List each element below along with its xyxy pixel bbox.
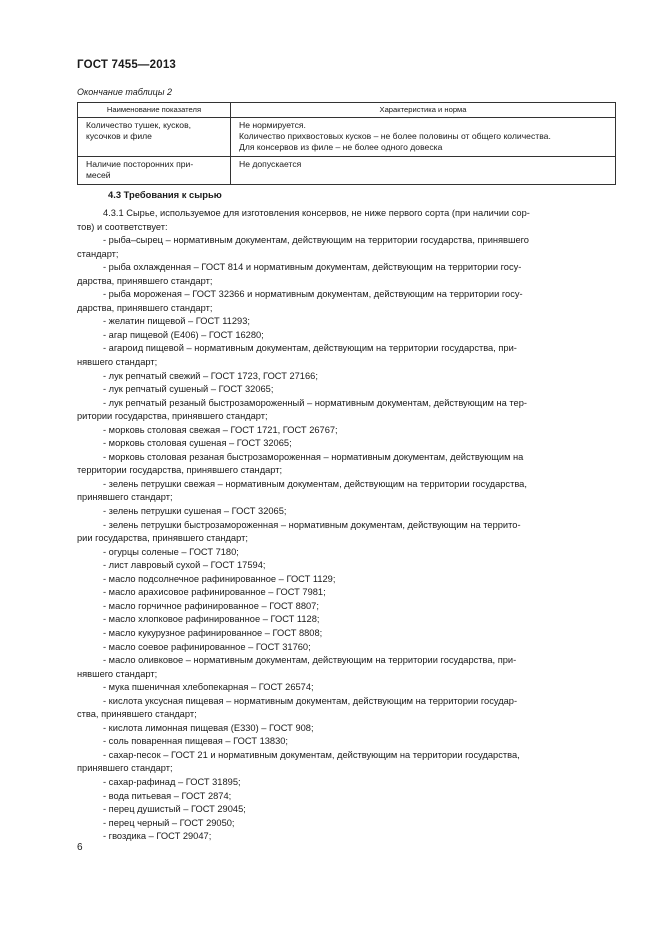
text-line: - морковь столовая резаная быстрозамороженная – нормативным документам, действующим на xyxy=(103,451,524,462)
text-line: - лук репчатый сушеный – ГОСТ 32065; xyxy=(103,384,274,395)
text-line: принявшего стандарт; xyxy=(77,492,173,503)
text-line: нявшего стандарт; xyxy=(77,357,158,368)
section-heading: 4.3 Требования к сырью xyxy=(108,189,222,200)
text-line: - перец душистый – ГОСТ 29045; xyxy=(103,804,246,815)
text-line: - лук репчатый свежий – ГОСТ 1723, ГОСТ 27166; xyxy=(103,370,318,381)
column-header-norm: Характеристика и норма xyxy=(231,103,616,118)
page-number: 6 xyxy=(77,842,83,853)
text-line: - огурцы соленые – ГОСТ 7180; xyxy=(103,546,239,557)
text-line: дарства, принявшего стандарт; xyxy=(77,275,213,286)
text-line: ства, принявшего стандарт; xyxy=(77,709,197,720)
cell-line: кусочков и филе xyxy=(86,131,152,141)
text-line: - масло оливковое – нормативным документам, действующим на территории государства, при- xyxy=(103,655,517,666)
text-line: нявшего стандарт; xyxy=(77,668,158,679)
text-line: - морковь столовая свежая – ГОСТ 1721, ГОСТ 26767; xyxy=(103,424,338,435)
text-line: - рыба мороженая – ГОСТ 32366 и нормативным документам, действующим на территории госу- xyxy=(103,289,523,300)
text-line: - морковь столовая сушеная – ГОСТ 32065; xyxy=(103,438,292,449)
indicator-cell xyxy=(78,118,231,157)
cell-line: Для консервов из филе – не более одного довеска xyxy=(239,142,443,152)
text-line: - лук репчатый резаный быстрозамороженный – нормативным документам, действующим на тер- xyxy=(103,397,527,408)
text-line: стандарт; xyxy=(77,248,119,259)
text-line: - масло соевое рафинированное – ГОСТ 31760; xyxy=(103,641,311,652)
text-line: - масло хлопковое рафинированное – ГОСТ 1128; xyxy=(103,614,320,625)
cell-line: Количество тушек, кусков, xyxy=(86,120,192,130)
text-line: - зелень петрушки сушеная – ГОСТ 32065; xyxy=(103,506,287,517)
norm-cell xyxy=(231,157,616,185)
text-line: 4.3.1 Сырье, используемое для изготовления консервов, не ниже первого сорта (при наличии сор- xyxy=(103,208,530,218)
indicator-cell xyxy=(78,157,231,185)
text-line: - гвоздика – ГОСТ 29047; xyxy=(103,831,212,842)
table-row xyxy=(78,118,616,157)
text-line: - кислота уксусная пищевая – нормативным документам, действующим на территории государ- xyxy=(103,695,518,706)
norm-cell xyxy=(231,118,616,157)
text-line: территории государства, принявшего стандарт; xyxy=(77,465,283,476)
document-header: ГОСТ 7455—2013 xyxy=(77,59,177,71)
cell-line: Количество прихвостовых кусков – не более половины от общего количества. xyxy=(239,131,551,141)
text-line: - вода питьевая – ГОСТ 2874; xyxy=(103,790,232,801)
text-line: - лист лавровый сухой – ГОСТ 17594; xyxy=(103,560,266,571)
cell-line: месей xyxy=(86,170,111,180)
text-line: - кислота лимонная пищевая (Е330) – ГОСТ 908; xyxy=(103,722,314,733)
text-line: - масло кукурузное рафинированное – ГОСТ 8808; xyxy=(103,627,323,638)
requirements-table xyxy=(77,102,616,185)
text-line: - рыба охлажденная – ГОСТ 814 и нормативным документам, действующим на территории госу- xyxy=(103,262,522,273)
text-line: - желатин пищевой – ГОСТ 11293; xyxy=(103,316,250,327)
column-header-indicator: Наименование показателя xyxy=(78,103,231,118)
text-line: - мука пшеничная хлебопекарная – ГОСТ 26574; xyxy=(103,682,314,693)
text-line: - перец черный – ГОСТ 29050; xyxy=(103,817,235,828)
text-line: - агароид пищевой – нормативным документам, действующим на территории государства, при- xyxy=(103,343,517,354)
cell-line: Не допускается xyxy=(239,159,302,169)
text-line: - зелень петрушки быстрозамороженная – нормативным документам, действующим на террито- xyxy=(103,519,521,530)
text-line: - агар пищевой (Е406) – ГОСТ 16280; xyxy=(103,329,264,340)
text-line: - масло арахисовое рафинированное – ГОСТ 7981; xyxy=(103,587,326,598)
table-caption: Окончание таблицы 2 xyxy=(77,87,172,97)
text-line: - масло подсолнечное рафинированное – ГОСТ 1129; xyxy=(103,573,336,584)
text-line: - сахар-песок – ГОСТ 21 и нормативным документам, действующим на территории государства, xyxy=(103,749,520,760)
text-line: - масло горчичное рафинированное – ГОСТ 8807; xyxy=(103,600,319,611)
text-line: тов) и соответствует: xyxy=(77,221,168,232)
body-text xyxy=(77,207,616,844)
text-line: дарства, принявшего стандарт; xyxy=(77,302,213,313)
text-line: - соль поваренная пищевая – ГОСТ 13830; xyxy=(103,736,289,747)
table-row xyxy=(78,157,616,185)
cell-line: Наличие посторонних при- xyxy=(86,159,194,169)
text-line: рии государства, принявшего стандарт; xyxy=(77,533,248,544)
text-line: - сахар-рафинад – ГОСТ 31895; xyxy=(103,776,241,787)
text-line: принявшего стандарт; xyxy=(77,763,173,774)
table-header-row xyxy=(78,103,616,118)
text-line: - рыба–сырец – нормативным документам, действующим на территории государства, принявшего xyxy=(103,235,529,246)
text-line: ритории государства, принявшего стандарт; xyxy=(77,411,268,422)
text-line: - зелень петрушки свежая – нормативным документам, действующим на территории государства, xyxy=(103,478,527,489)
cell-line: Не нормируется. xyxy=(239,120,306,130)
